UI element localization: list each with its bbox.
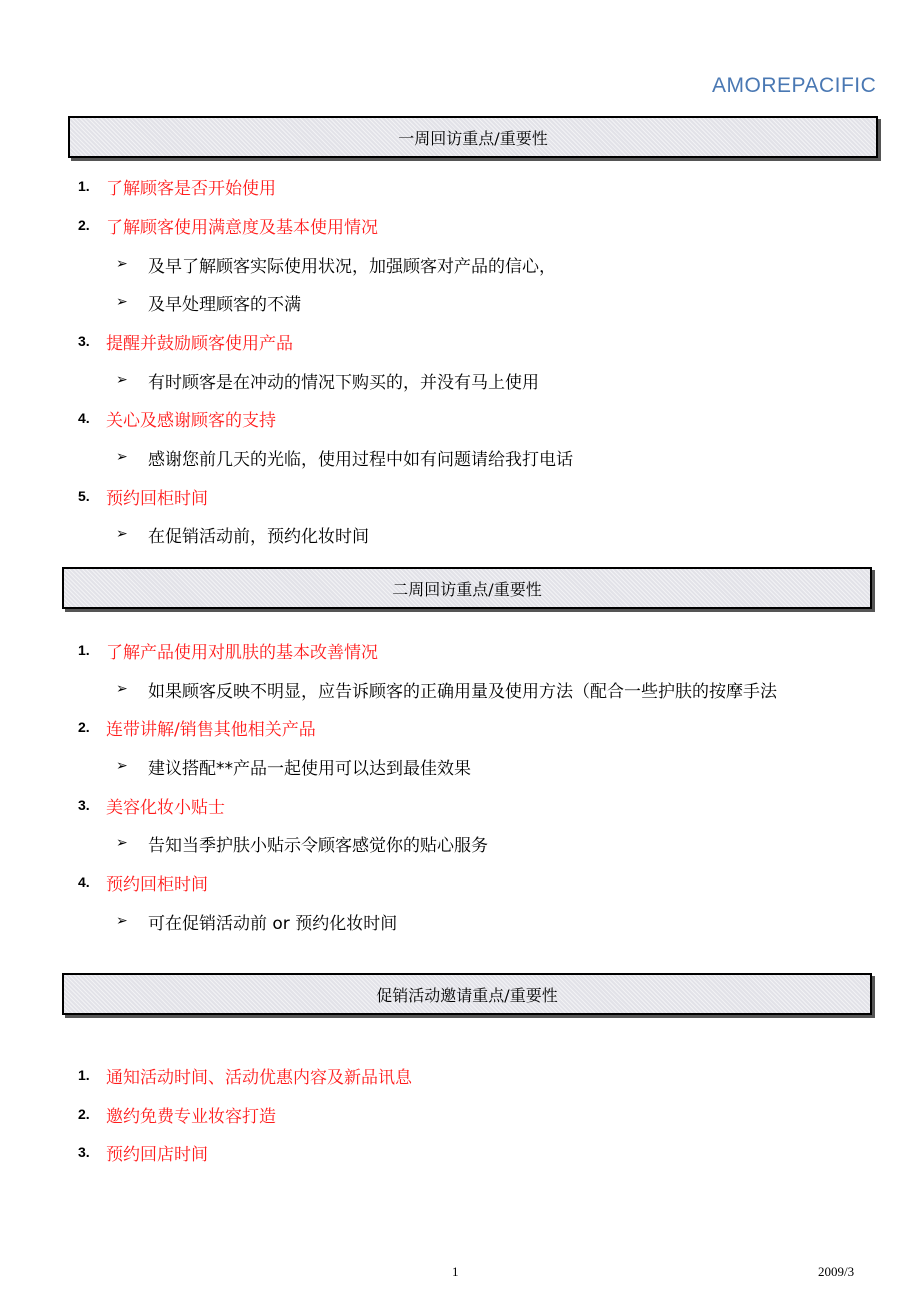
sub-item-text: 在促销活动前，预约化妆时间 bbox=[148, 526, 369, 547]
item-number: 1. bbox=[78, 642, 90, 658]
item-number: 5. bbox=[78, 488, 90, 504]
item-number: 4. bbox=[78, 874, 90, 890]
arrow-bullet-icon: ➢ bbox=[116, 256, 128, 272]
footer-date: 2009/3 bbox=[818, 1264, 855, 1279]
sub-item-text: 告知当季护肤小贴示令顾客感觉你的贴心服务 bbox=[148, 835, 488, 856]
sub-item-text: 建议搭配**产品一起使用可以达到最佳效果 bbox=[148, 758, 471, 779]
item-heading: 了解顾客使用满意度及基本使用情况 bbox=[106, 217, 378, 238]
item-number: 4. bbox=[78, 410, 90, 426]
sub-item-text: 如果顾客反映不明显，应告诉顾客的正确用量及使用方法（配合一些护肤的按摩手法 bbox=[148, 681, 777, 702]
arrow-bullet-icon: ➢ bbox=[116, 758, 128, 774]
arrow-bullet-icon: ➢ bbox=[116, 913, 128, 929]
item-heading: 预约回柜时间 bbox=[106, 874, 208, 895]
arrow-bullet-icon: ➢ bbox=[116, 372, 128, 388]
item-heading: 通知活动时间、活动优惠内容及新品讯息 bbox=[106, 1067, 412, 1088]
section-2-title: 二周回访重点/重要性 bbox=[62, 567, 872, 609]
section-1-title: 一周回访重点/重要性 bbox=[68, 116, 878, 158]
sub-item-text: 可在促销活动前 or 预约化妆时间 bbox=[148, 913, 398, 934]
item-number: 3. bbox=[78, 333, 90, 349]
sub-item-text: 及早处理顾客的不满 bbox=[148, 294, 301, 315]
item-number: 2. bbox=[78, 719, 90, 735]
arrow-bullet-icon: ➢ bbox=[116, 681, 128, 697]
item-heading: 预约回店时间 bbox=[106, 1144, 208, 1165]
item-heading: 连带讲解/销售其他相关产品 bbox=[106, 719, 316, 740]
item-number: 1. bbox=[78, 178, 90, 194]
item-number: 2. bbox=[78, 1106, 90, 1122]
arrow-bullet-icon: ➢ bbox=[116, 294, 128, 310]
item-heading: 了解顾客是否开始使用 bbox=[106, 178, 276, 199]
sub-item-text: 有时顾客是在冲动的情况下购买的，并没有马上使用 bbox=[148, 372, 539, 393]
item-heading: 关心及感谢顾客的支持 bbox=[106, 410, 276, 431]
section-3-title: 促销活动邀请重点/重要性 bbox=[62, 973, 872, 1015]
item-heading: 美容化妆小贴士 bbox=[106, 797, 225, 818]
item-heading: 预约回柜时间 bbox=[106, 488, 208, 509]
item-number: 2. bbox=[78, 217, 90, 233]
logo: AMOREPACIFIC bbox=[712, 74, 877, 97]
arrow-bullet-icon: ➢ bbox=[116, 449, 128, 465]
item-number: 3. bbox=[78, 1144, 90, 1160]
arrow-bullet-icon: ➢ bbox=[116, 835, 128, 851]
item-number: 3. bbox=[78, 797, 90, 813]
item-heading: 提醒并鼓励顾客使用产品 bbox=[106, 333, 293, 354]
item-heading: 邀约免费专业妆容打造 bbox=[106, 1106, 276, 1127]
sub-item-text: 及早了解顾客实际使用状况，加强顾客对产品的信心， bbox=[148, 256, 556, 277]
item-number: 1. bbox=[78, 1067, 90, 1083]
item-heading: 了解产品使用对肌肤的基本改善情况 bbox=[106, 642, 378, 663]
sub-item-text: 感谢您前几天的光临，使用过程中如有问题请给我打电话 bbox=[148, 449, 573, 470]
page-number: 1 bbox=[452, 1264, 459, 1279]
arrow-bullet-icon: ➢ bbox=[116, 526, 128, 542]
